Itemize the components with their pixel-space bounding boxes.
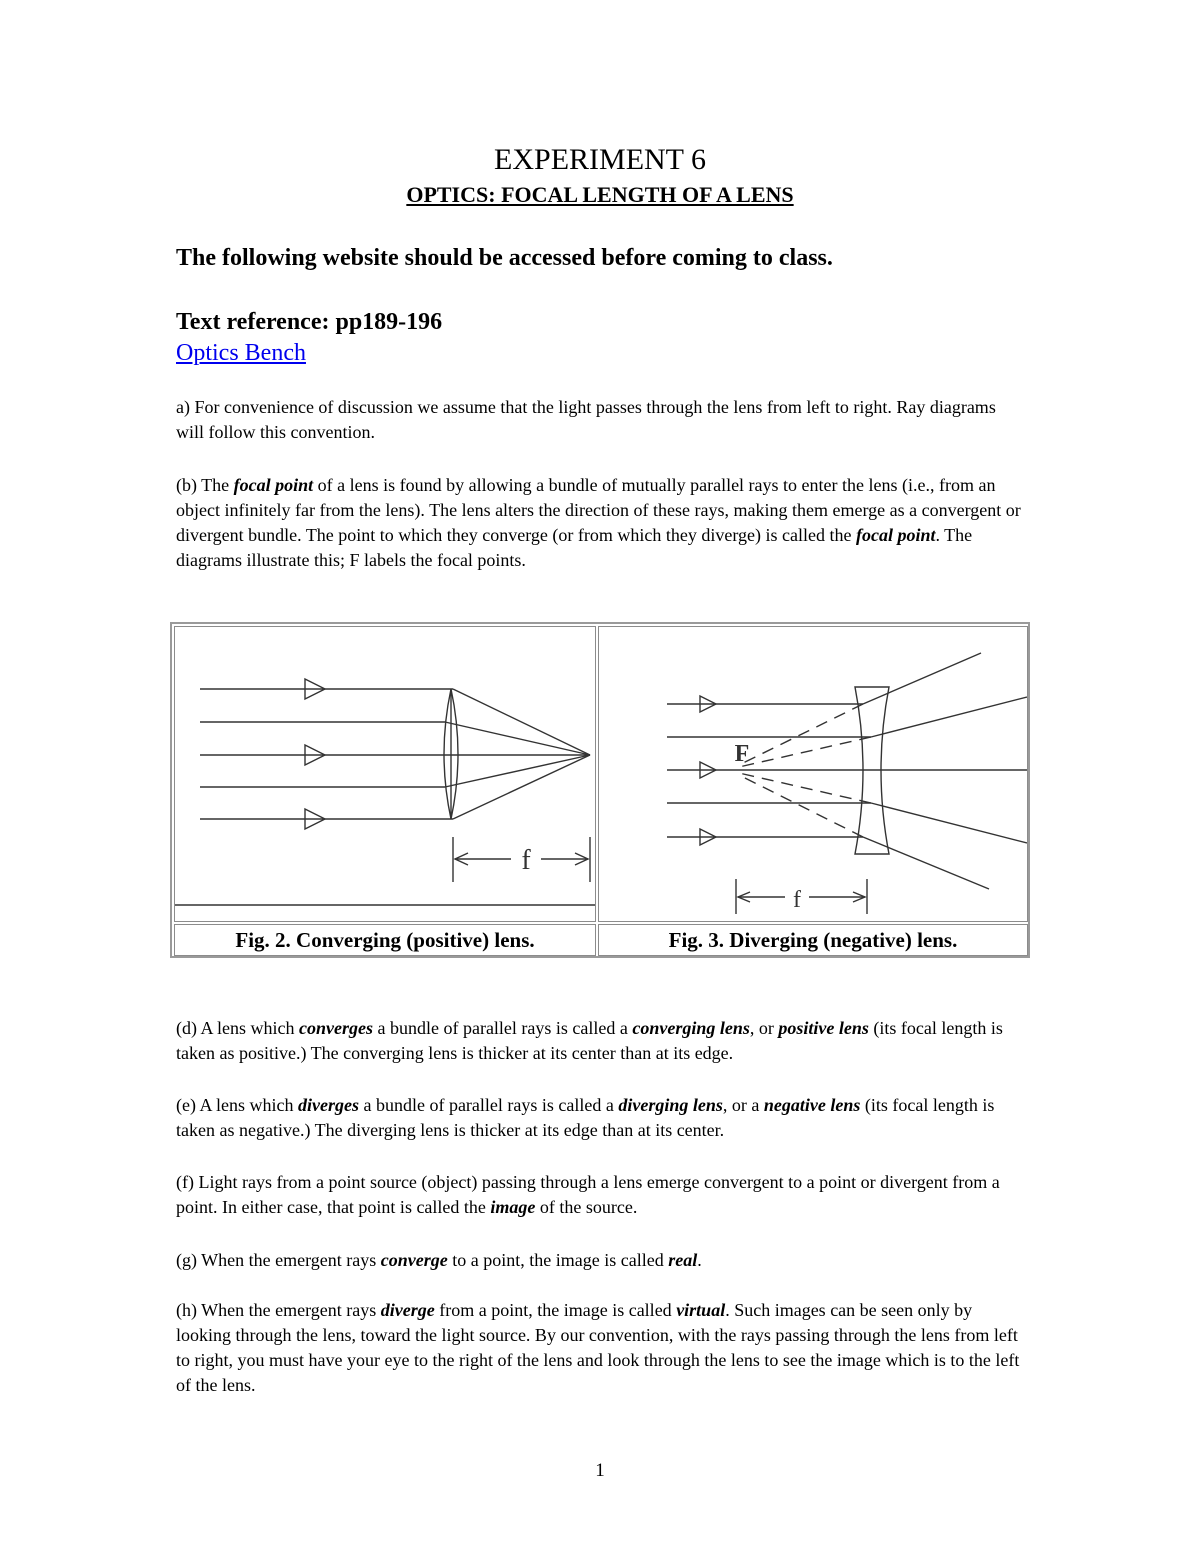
fig2-image-cell [174, 626, 596, 922]
paragraph-f: (f) Light rays from a point source (object) passing through a lens emerge convergent to a point or divergent from a point. In either case, that point is called the image of the source. [176, 1172, 1000, 1217]
term-image: image [490, 1197, 536, 1217]
term-diverges: diverges [297, 1095, 359, 1115]
term-focal-point: focal point [233, 475, 314, 495]
term-diverge: diverge [380, 1300, 435, 1320]
diverging-lens-diagram [599, 627, 1027, 921]
refracted-ray [871, 697, 1027, 737]
refracted-ray [453, 755, 590, 819]
refracted-ray [871, 803, 1027, 843]
virtual-ray [739, 775, 863, 837]
fig3-focal-label: f [793, 887, 801, 913]
page-title: EXPERIMENT 6 [494, 143, 706, 176]
virtual-ray [739, 773, 871, 803]
paragraph-b: (b) The focal point of a lens is found by allowing a bundle of mutually parallel rays to enter the lens (i.e., from an object infinitely far from the lens). The lens alters the direction of these rays, making them emerge as a convergent or divergent bundle. The point to which they converge (or from which they diverge) is called the focal point. The diagrams illustrate this; F labels the focal points. [176, 475, 1021, 570]
refracted-ray [445, 722, 590, 755]
paragraph-d: (d) A lens which converges a bundle of parallel rays is called a converging lens, or positive lens (its focal length is taken as positive.) The converging lens is thicker at its center than at its edge. [176, 1018, 1003, 1063]
paragraph-a: a) For convenience of discussion we assume that the light passes through the lens from left to right. Ray diagrams will follow this convention. [176, 397, 996, 442]
fig3-focus-label: F [734, 741, 750, 767]
page-subtitle: OPTICS: FOCAL LENGTH OF A LENS [406, 182, 794, 207]
refracted-ray [445, 755, 590, 787]
term-focal-point-2: focal point [855, 525, 936, 545]
term-converging-lens: converging lens [632, 1018, 750, 1038]
refracted-ray [453, 689, 590, 755]
term-real: real [668, 1250, 698, 1270]
figure-table [170, 622, 1030, 958]
term-virtual: virtual [676, 1300, 726, 1320]
virtual-ray [739, 704, 863, 765]
term-positive-lens: positive lens [778, 1018, 869, 1038]
term-negative-lens: negative lens [763, 1095, 861, 1115]
fig3-image-cell [598, 626, 1028, 922]
term-converges: converges [299, 1018, 373, 1038]
fig3-caption: Fig. 3. Diverging (negative) lens. [598, 924, 1028, 956]
fig2-caption: Fig. 2. Converging (positive) lens. [174, 924, 596, 956]
term-converge: converge [380, 1250, 448, 1270]
text-reference: Text reference: pp189-196 [176, 309, 443, 335]
paragraph-e: (e) A lens which diverges a bundle of parallel rays is called a diverging lens, or a negative lens (its focal length is taken as negative.) The diverging lens is thicker at its edge than at its center. [176, 1095, 995, 1140]
intro-text: The following website should be accessed before coming to class. [176, 245, 833, 271]
refracted-ray [863, 837, 989, 889]
fig2-focal-label: f [521, 845, 531, 876]
paragraph-g: (g) When the emergent rays converge to a point, the image is called real. [176, 1250, 702, 1270]
optics-bench-link[interactable]: Optics Bench [176, 340, 306, 366]
converging-lens-diagram [175, 627, 595, 921]
paragraph-h: (h) When the emergent rays diverge from a point, the image is called virtual. Such images can be seen only by looking through the lens, toward the light source. By our convention, with the rays passing through the lens from left to right, you must have your eye to the right of the lens and look through the lens to see the image which is to the left of the lens. [176, 1300, 1020, 1395]
term-diverging-lens: diverging lens [618, 1095, 723, 1115]
page-number: 1 [595, 1460, 605, 1481]
refracted-ray [863, 653, 981, 704]
virtual-ray [739, 737, 871, 767]
